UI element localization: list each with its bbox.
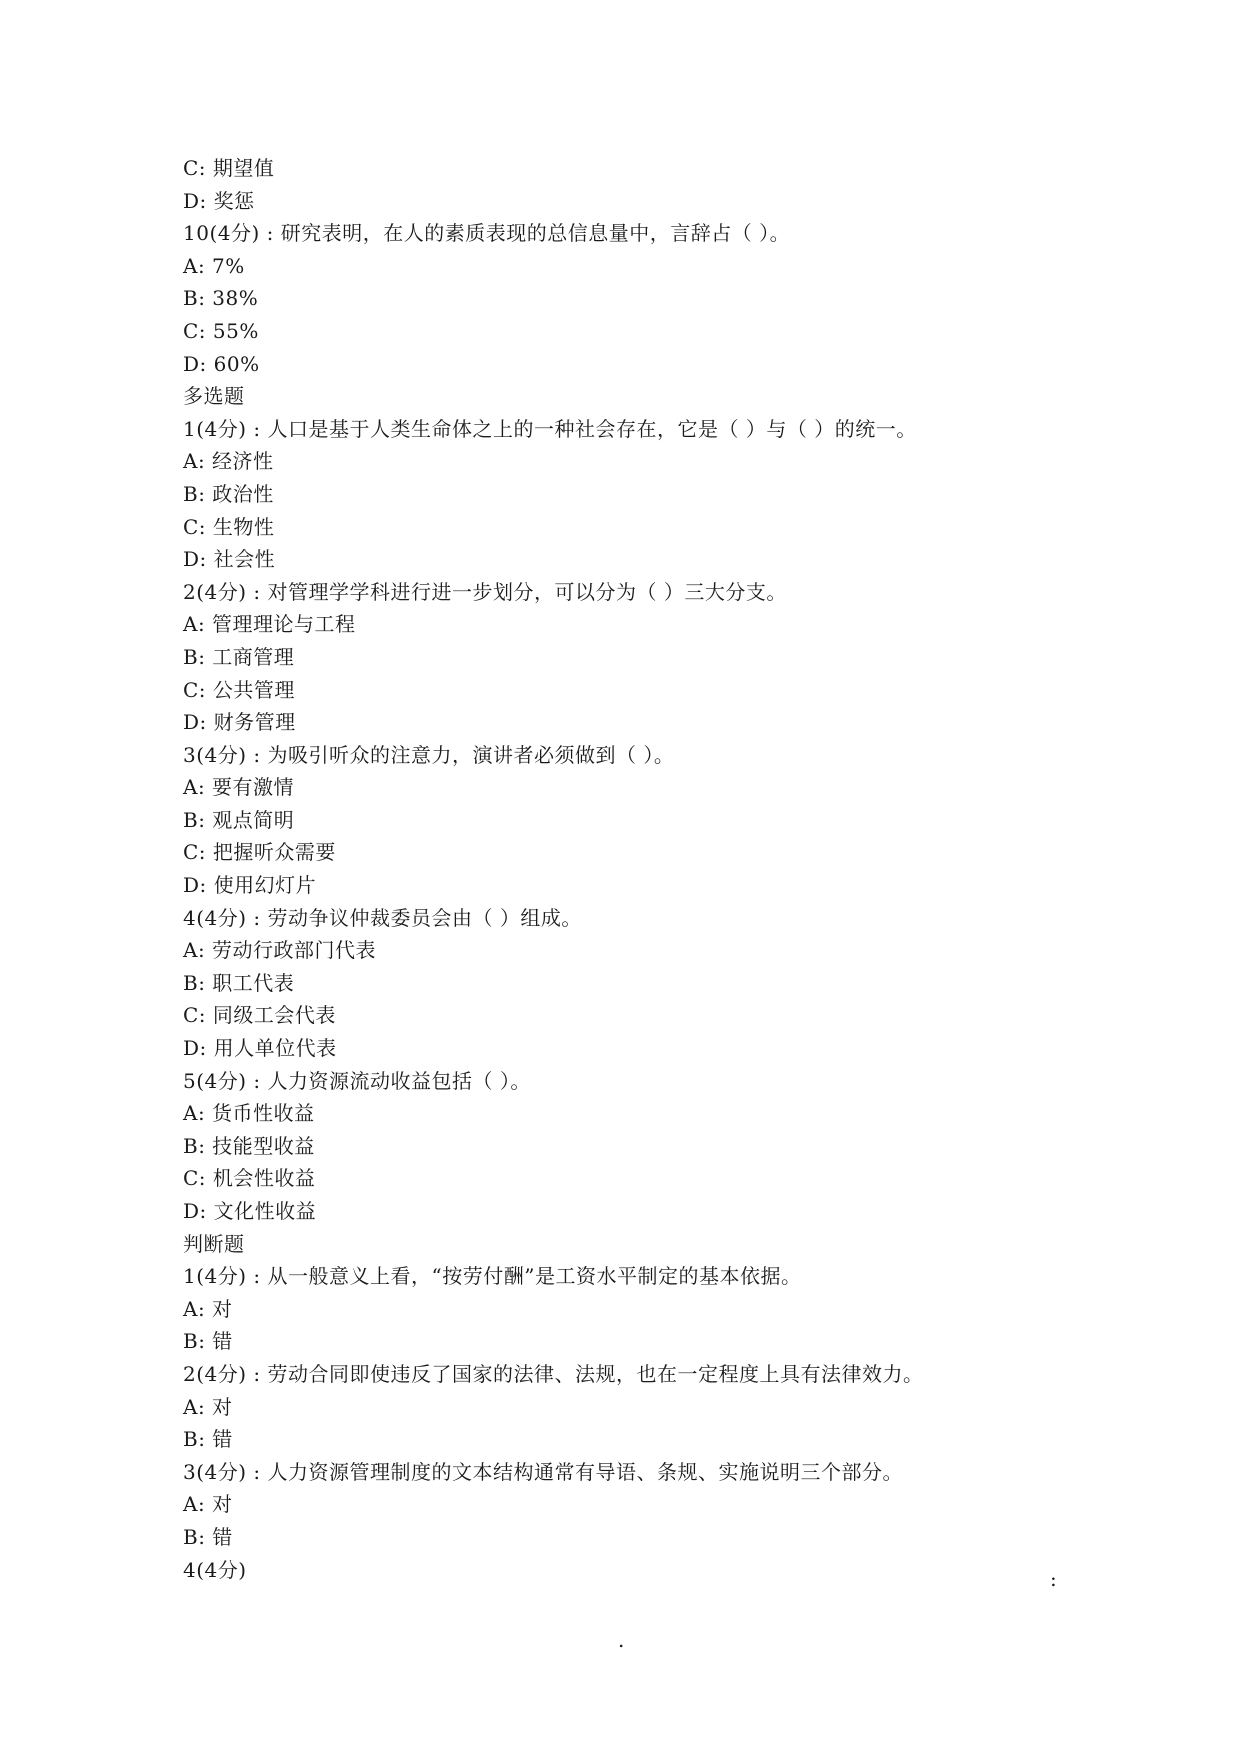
option-line: B: 政治性 — [183, 481, 274, 506]
option-line: D: 文化性收益 — [183, 1199, 317, 1223]
question-list — [183, 152, 1063, 1586]
option-line: D: 使用幻灯片 — [183, 873, 317, 898]
option-line: B: 错 — [183, 1329, 233, 1354]
option-line: B: 技能型收益 — [183, 1133, 315, 1158]
option-line: A: 对 — [183, 1296, 233, 1321]
option-line: B: 工商管理 — [183, 644, 295, 669]
option-line: A: 劳动行政部门代表 — [183, 938, 377, 963]
option-line: A: 货币性收益 — [183, 1101, 315, 1126]
option-line: B: 观点简明 — [183, 807, 295, 832]
trailing-colon: : — [1050, 1567, 1057, 1591]
question-line: 10(4分) : 研究表明，在人的素质表现的总信息量中，言辞占（ ）。 — [183, 221, 791, 246]
option-line: C: 公共管理 — [183, 677, 295, 702]
question-line: 3(4分) : 为吸引听众的注意力，演讲者必须做到（ ）。 — [183, 742, 675, 767]
option-line: B: 职工代表 — [183, 970, 295, 995]
section-heading: 判断题 — [183, 1231, 245, 1256]
option-line: A: 经济性 — [183, 449, 274, 474]
option-line: D: 奖惩 — [183, 188, 255, 213]
option-line: D: 社会性 — [183, 547, 276, 572]
option-line: A: 管理理论与工程 — [183, 612, 356, 637]
question-line: 3(4分) : 人力资源管理制度的文本结构通常有导语、条规、实施说明三个部分。 — [183, 1459, 904, 1484]
option-line: B: 38% — [183, 286, 259, 311]
option-line: C: 生物性 — [183, 514, 275, 539]
option-line: C: 同级工会代表 — [183, 1003, 336, 1028]
question-line: 1(4分) : 从一般意义上看，“按劳付酬”是工资水平制定的基本依据。 — [183, 1264, 802, 1289]
option-line: C: 期望值 — [183, 156, 275, 180]
question-line: 4(4分) : 劳动争议仲裁委员会由（ ）组成。 — [183, 905, 582, 930]
section-heading: 多选题 — [183, 384, 245, 409]
footer-mark: . — [618, 1628, 625, 1652]
option-line: C: 机会性收益 — [183, 1166, 316, 1191]
option-line: D: 财务管理 — [183, 710, 296, 735]
question-line: 4(4分) — [183, 1557, 247, 1582]
option-line: C: 把握听众需要 — [183, 840, 336, 865]
option-line: B: 错 — [183, 1427, 233, 1452]
option-line: C: 55% — [183, 318, 259, 343]
option-line: D: 60% — [183, 351, 260, 376]
option-line: D: 用人单位代表 — [183, 1036, 337, 1061]
question-line: 1(4分) : 人口是基于人类生命体之上的一种社会存在，它是（ ）与（ ）的统一。 — [183, 416, 917, 441]
option-line: A: 要有激情 — [183, 775, 295, 800]
option-line: A: 7% — [183, 253, 245, 278]
question-line: 2(4分) : 劳动合同即使违反了国家的法律、法规，也在一定程度上具有法律效力。 — [183, 1361, 924, 1386]
option-line: A: 对 — [183, 1492, 233, 1517]
question-line: 2(4分) : 对管理学学科进行进一步划分，可以分为（ ）三大分支。 — [183, 579, 787, 604]
option-line: A: 对 — [183, 1394, 233, 1419]
question-line: 5(4分) : 人力资源流动收益包括（ ）。 — [183, 1068, 531, 1093]
option-line: B: 错 — [183, 1524, 233, 1549]
